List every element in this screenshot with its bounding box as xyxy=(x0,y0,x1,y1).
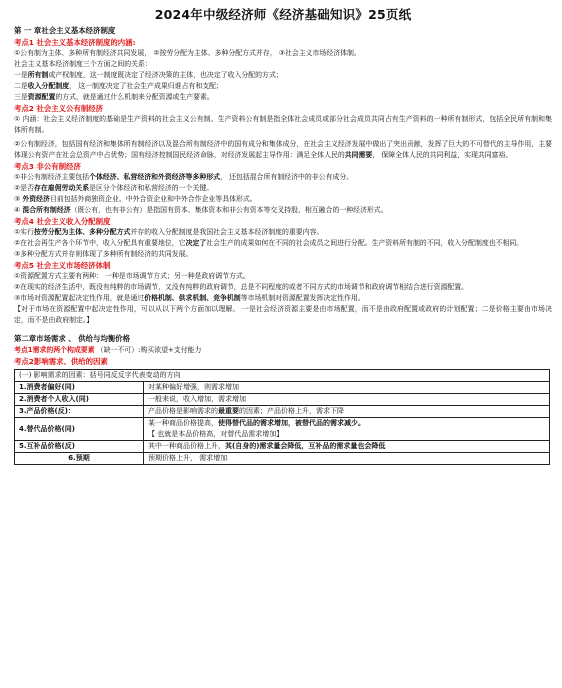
text: 三是 xyxy=(14,93,28,101)
table-head-cell: (一) 影响需求的因素：括号同反反字代表变动的方向 xyxy=(15,370,550,382)
text: ， 保障全体人民的共同利益，实现共同富裕。 xyxy=(372,151,513,159)
row-desc: 对某种偏好增强，则需求增加 xyxy=(144,382,550,394)
bold-text: 个体经济、私营经济和外资经济等多种形式 xyxy=(89,173,221,181)
kp4-heading: 考点4 社会主义收入分配制度 xyxy=(14,217,111,226)
row-desc xyxy=(144,441,550,453)
kp3-line1 xyxy=(14,172,552,183)
text: 的因素；产品价格上升，需求下降 xyxy=(239,407,344,415)
ch2-kp2-heading: 考点2影响需求、供给的因素 xyxy=(14,357,108,366)
bold-text: 最重要 xyxy=(218,407,239,415)
text: 一是 xyxy=(14,71,28,79)
kp1-line4 xyxy=(14,81,552,92)
bold-text: 外资经济 xyxy=(22,195,50,203)
bold-text: 其(自身的)需求量会降低，互补品的需求量也会降低 xyxy=(225,442,386,450)
chapter-1-heading: 第 一 章社会主义基本经济制度 xyxy=(14,26,116,35)
text: ④ xyxy=(14,206,23,214)
text: ②公有制经济，包括国有经济和集体所有制经济以及混合所有制经济中的国有成分和集体成分，在社会主义经济发展中做出了突出贡献，发挥了巨大的不可替代的主导作用，主要体现公有资产在社会总资产中占优势；国有经济控制国民经济命脉，对经济发展起主导作用：满足全体人民的 xyxy=(14,140,552,159)
text: 并存的收入分配制度是我国社会主义基本经济制度的重要内容。 xyxy=(130,228,324,236)
text: ①实行 xyxy=(14,228,34,236)
demand-factors-table xyxy=(14,369,550,465)
text: 等市场机制对资源配置发挥决定性作用。 xyxy=(240,294,365,302)
row-label: 5.互补品价格(反) xyxy=(15,441,144,453)
kp1-heading: 考点1 社会主义基本经济制度的内涵: xyxy=(14,38,136,47)
kp5-heading: 考点5 社会主义市场经济体制 xyxy=(14,261,111,270)
text: ②是否 xyxy=(14,184,34,192)
text: 二是 xyxy=(14,82,28,90)
bold-text: 资源配置 xyxy=(27,93,56,101)
text: 的方式，就是通过什么机制来分配资源或生产要素。 xyxy=(55,93,214,101)
kp1-desc: （缺一不可）:购买欲望+支付能力 xyxy=(96,346,202,354)
kp1-line2: 社会主义基本经济制度三个方面之间的关系： xyxy=(14,60,152,68)
text: 产品价格是影响需求的 xyxy=(148,407,218,415)
kp3-line3 xyxy=(14,194,552,205)
row-desc: 一般来说，收入增加，需求增加 xyxy=(144,394,550,406)
table-row xyxy=(15,418,550,441)
text: 【 也就是本品价格高，对替代品需求增加】 xyxy=(148,430,284,438)
ch2-kp1 xyxy=(14,345,552,356)
text: ， 这一制度决定了社会生产成果归谁占有和支配； xyxy=(69,82,223,90)
bold-text: 共同需要 xyxy=(344,151,373,159)
bold-text: 存在雇佣劳动关系 xyxy=(33,184,90,192)
text: 是区分个体经济和私营经济的一个关键。 xyxy=(89,184,214,192)
table-row xyxy=(15,394,550,406)
text: ， 还包括混合所有制经济中的非公有成分。 xyxy=(220,173,354,181)
chapter-2-heading: 第二章市场需求 、 供给与均衡价格 xyxy=(14,334,131,343)
kp5-line2: ②在现实的经济生活中，既没有纯粹的市场调节，又没有纯粹的政府调节，总是不同程度的或者不同方式的市场调节和政府调节相结合进行资源配置。 xyxy=(14,283,469,291)
kp5-line1: ①资源配置方式主要有两种： 一种是市场调节方式；另一种是政府调节方式。 xyxy=(14,272,250,280)
kp5-line4: 【对于市场在资源配置中起决定性作用，可以从以下两个方面加以理解。 一是社会经济资源主要是由市场配置，而不是由政府配置或政府的计划配置；二是价格主要由市场决定，而不是由政府制定。】 xyxy=(14,305,552,324)
bold-text: 混合所有制经济 xyxy=(22,206,71,214)
table-head-row xyxy=(15,370,550,382)
kp1-line1: ①公有制为主体、多种所有制经济共同发展， ②按劳分配为主体、多种分配方式并存， ③社会主义市场经济体制。 xyxy=(14,49,361,57)
bold-text: 按劳分配为主体、多种分配方式 xyxy=(33,228,131,236)
table-row xyxy=(15,382,550,394)
bold-text: 使得替代品的需求增加，被替代品的需求减少。 xyxy=(218,419,365,427)
text: 社会生产的成果如何在不同的社会成员之间进行分配。生产资料所有制的不同，收入分配制度也不相同。 xyxy=(206,239,524,247)
kp1-line3 xyxy=(14,70,552,81)
row-label: 2.消费者个人收入(同) xyxy=(15,394,144,406)
kp5-line3 xyxy=(14,293,552,304)
row-label: 1.消费者偏好(同) xyxy=(15,382,144,394)
row-desc: 预期价格上升， 需求增加 xyxy=(144,453,550,465)
row-label: 3.产品价格(反)： xyxy=(15,406,144,418)
bold-text: 收入分配制度 xyxy=(27,82,70,90)
kp3-line2 xyxy=(14,183,552,194)
text: 其中一种商品价格上升， xyxy=(148,442,225,450)
bold-text: 价格机制、供求机制、竞争机制 xyxy=(144,294,241,302)
kp4-line3: ③多种分配方式并存则体现了多种所有制经济的共同发展。 xyxy=(14,250,193,258)
bold-text: 决定了 xyxy=(185,239,207,247)
kp1-title: 考点1需求的两个构成要素 xyxy=(14,346,95,354)
kp3-line4 xyxy=(14,205,552,216)
row-desc xyxy=(144,406,550,418)
kp4-line2 xyxy=(14,238,552,249)
text: 某一种商品价格提高， xyxy=(148,419,218,427)
text: ③ xyxy=(14,195,23,203)
kp2-line2 xyxy=(14,139,552,161)
text: 目前包括外商独资企业、中外合资企业和中外合作企业等具体形式。 xyxy=(49,195,257,203)
row-label: 4.替代品价格(同) xyxy=(15,418,144,441)
kp2-heading: 考点2 社会主义公有制经济 xyxy=(14,104,104,113)
row-label: 6.预期 xyxy=(15,453,144,465)
page-title: 2024年中级经济师《经济基础知识》25页纸 xyxy=(154,7,412,22)
kp4-line1 xyxy=(14,227,552,238)
text: （既公有，也有非公有）是指国有资本、集体资本和非公有资本等交叉持股、相互融合的一种经济形式。 xyxy=(70,206,388,214)
table-row xyxy=(15,406,550,418)
table-row xyxy=(15,453,550,465)
kp3-heading: 考点3 非公有制经济 xyxy=(14,162,81,171)
text: ①非公有制经济主要包括 xyxy=(14,173,90,181)
text: ③市场对资源配置起决定性作用，就是通过 xyxy=(14,294,145,302)
kp1-line5 xyxy=(14,92,552,103)
bold-text: 所有制 xyxy=(27,71,49,79)
text: ②在社会再生产各个环节中，收入分配具有重要地位，它 xyxy=(14,239,186,247)
kp2-line1: ① 内涵：社会主义经济制度的基础是生产资料的社会主义公有制。生产资料公有制是指全体社会成员或部分社会成员共同占有生产资料的一种所有制形式，包括全民所有制和集体所有制。 xyxy=(14,115,552,134)
table-row xyxy=(15,441,550,453)
row-desc xyxy=(144,418,550,441)
text: 或产权制度，这一制度既决定了经济决策的主体，也决定了收入分配的方式； xyxy=(48,71,283,79)
